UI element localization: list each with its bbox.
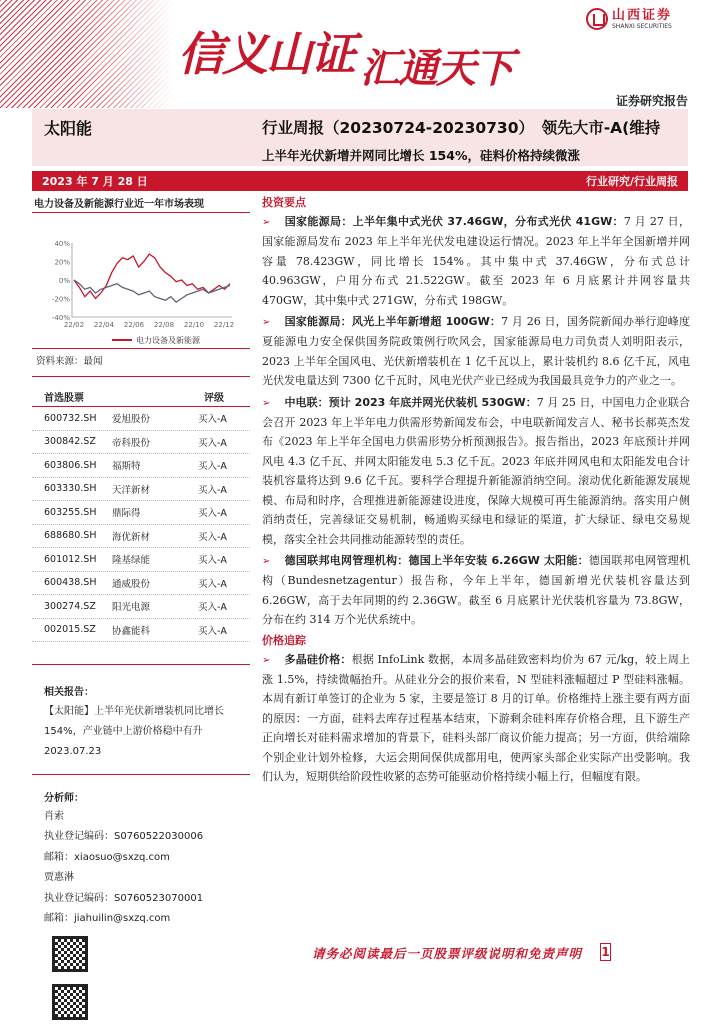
- chart-y-tick-label: 20%: [54, 258, 70, 267]
- page-header: [0, 0, 724, 108]
- related-report: [32, 698, 250, 762]
- analyst-2-email[interactable]: 邮箱：jiahuilin@sxzq.com: [44, 913, 171, 925]
- stock-row: [32, 572, 250, 596]
- stock-name: 协鑫能科: [112, 625, 151, 637]
- related-reports-title: 相关报告：: [32, 664, 250, 698]
- left-column: [32, 194, 250, 929]
- related-report-date: 2023.07.23: [44, 746, 102, 757]
- analyst-list: [32, 804, 250, 929]
- highlight-2: ➢ 国家能源局：风光上半年新增超 100GW：7 月 26 日，国务院新闻办举行迎峰度夏能源电力安全保供国务院政策例行吹风会，国家能源局电力司负责人刘明阳表示，2023 上半年全国风电、光伏新增装机在 1 亿千瓦以上，累计装机约 8.6 亿千瓦，风电光伏发电量达到 7300 亿千瓦时，风电光伏产业已经成为我国最具竞争力的产业之一。: [262, 315, 690, 388]
- analyst-1-cert: 执业登记编码：S0760522030006: [44, 831, 204, 843]
- qr-code-icon: [52, 936, 88, 972]
- stock-rating: 买入-A: [198, 625, 227, 637]
- stock-name: 鼎际得: [112, 508, 141, 520]
- chart-x-tick-label: 22/02: [63, 321, 85, 329]
- stock-name: 阳光电源: [112, 602, 151, 614]
- stock-rating: 买入-A: [198, 437, 227, 449]
- stock-code: 600438.SH: [44, 577, 97, 589]
- qr-code-icon-2: [52, 984, 88, 1020]
- company-logo-icon: [586, 8, 608, 30]
- stock-row: [32, 548, 250, 572]
- stock-rating: 买入-A: [198, 461, 227, 473]
- chart-x-tick-label: 22/12: [213, 321, 235, 329]
- chart-y-tick-label: 40%: [54, 240, 70, 248]
- arrow-icon: ➢: [262, 317, 271, 329]
- chart-series-line-1: [74, 280, 230, 302]
- chart-x-tick-label: 22/10: [183, 321, 205, 329]
- stock-name: 隆基绿能: [112, 555, 151, 567]
- section-investment-highlights: 投资要点: [262, 196, 306, 209]
- right-column: [262, 194, 690, 788]
- stock-rating: 买入-A: [198, 531, 227, 543]
- stock-rating: 买入-A: [198, 484, 227, 496]
- company-name-cn: 山西证券: [612, 7, 673, 23]
- arrow-icon: ➢: [262, 654, 271, 666]
- market-performance-chart: [32, 213, 250, 349]
- slogan-part2: 汇通天下: [360, 45, 512, 92]
- disclaimer-note: 请务必阅读最后一页股票评级说明和免责声明: [312, 946, 583, 961]
- stock-name: 通威股份: [112, 578, 151, 590]
- stock-row: [32, 501, 250, 525]
- stock-header-col1: 首选股票: [44, 393, 84, 404]
- stock-rating: 买入-A: [198, 555, 227, 567]
- related-report-text: 【太阳能】上半年光伏新增装机同比增长 154%，产业链中上游价格稳中有升: [44, 706, 224, 737]
- analyst-2-cert: 执业登记编码：S0760523070001: [44, 892, 204, 904]
- company-logo: [586, 8, 672, 30]
- stock-code: 300274.SZ: [44, 600, 96, 612]
- stock-name: 海优新材: [112, 531, 151, 543]
- stock-row: [32, 619, 250, 643]
- stock-code: 600732.SH: [44, 412, 97, 424]
- analyst-title: 分析师：: [32, 774, 250, 804]
- chart-y-tick-label: -40%: [51, 314, 70, 322]
- analyst-1-name: 肖索: [44, 811, 64, 822]
- stock-row: [32, 525, 250, 549]
- stock-code: 603255.SH: [44, 506, 97, 518]
- stock-row: [32, 595, 250, 619]
- stock-rating: 买入-A: [198, 578, 227, 590]
- arrow-icon: ➢: [262, 217, 271, 228]
- stock-name: 帝科股份: [112, 437, 151, 449]
- chart-legend-label: 电力设备及新能源: [136, 336, 200, 345]
- price-polysilicon: ➢ 多晶硅价格：根据 InfoLink 数据，本周多晶硅致密料均价为 67 元/kg，较上周上涨 1.5%，持续微幅抬升。从硅业分会的报价来看，N 型硅料涨幅超过 P 型硅料涨幅。本周有新订单签订的企业为 5 家，主要是签订 8 月的订单。价格维持上涨主要有两方面的原因：一方面，硅料去库存过程基本结束，下游剩余硅料库存价格合理，且下游生产正向增长对硅料需求增加的背景下，硅料头部厂商议价能力提高；另一方面，供给端除个别企业计划外检修，大运会期间保供成都用电，使两家头部企业实际产出受影响。我们认为，短期供给阶段性收紧的态势可能驱动价格持续小幅上行，但幅度有限。: [262, 652, 690, 783]
- chart-x-tick-label: 22/08: [153, 321, 175, 329]
- stock-row: [32, 478, 250, 502]
- stock-table: [32, 407, 250, 642]
- sector-name: 太阳能: [44, 119, 93, 138]
- stock-code: 300842.SZ: [44, 436, 96, 448]
- chart-title: 电力设备及新能源行业近一年市场表现: [32, 194, 250, 213]
- stock-header-col2: 评级: [204, 393, 224, 404]
- header-hatch-decoration: [0, 0, 175, 108]
- section-price-tracking: 价格追踪: [262, 633, 306, 647]
- chart-y-tick-label: -20%: [51, 295, 70, 304]
- chart-source: 资料来源：最闻: [32, 349, 250, 377]
- slogan-part1: 信义山证: [178, 27, 354, 81]
- stock-code: 603330.SH: [44, 483, 97, 495]
- page-number: 1: [601, 945, 610, 959]
- arrow-icon: ➢: [262, 555, 271, 567]
- weekly-rating-line: 行业周报（20230724-20230730） 领先大市-A(维持: [262, 119, 661, 137]
- chart-y-tick-label: 0%: [58, 277, 70, 285]
- report-title: 上半年光伏新增并网同比增长 154%，硅料价格持续微涨: [262, 148, 580, 163]
- chart-x-tick-label: 22/04: [93, 321, 115, 329]
- stock-name: 爱旭股份: [112, 414, 151, 426]
- stock-rating: 买入-A: [198, 414, 227, 426]
- stock-code: 603806.SH: [44, 459, 97, 471]
- header-slogan: [178, 18, 512, 92]
- chart-x-tick-label: 22/06: [123, 321, 145, 329]
- chart-svg: [32, 213, 250, 349]
- analyst-2-name: 贾惠淋: [44, 872, 74, 884]
- stock-row: [32, 454, 250, 478]
- report-date: 2023 年 7 月 28 日: [42, 175, 148, 188]
- stock-name: 福斯特: [112, 461, 141, 473]
- report-category: 行业研究/行业周报: [585, 175, 678, 188]
- report-type: 证券研究报告: [615, 94, 688, 108]
- highlight-3: ➢ 中电联：预计 2023 年底并网光伏装机 530GW：7 月 25 日，中国电力企业联合会召开 2023 年上半年电力供需形势新闻发布会，中电联新闻发言人、秘书长郝英杰发布《2023 年上半年全国电力供需形势分析预测报告》。报告指出，2023 年底预计并网风电 4.3 亿千瓦、并网太阳能发电 5.3 亿千瓦。2023 年底并网风电和太阳能发电合计装机容量将达到 9.6 亿千瓦。要科学合理提升新能源消纳空间。滚动优化新能源发展规模、布局和时序，合理推进新能源建设进度，保障大规模可再生能源消纳。落实用户侧消纳责任，完善绿证交易机制，畅通购买绿电和绿证的渠道，扩大绿证、绿电交易规模，落实全社会共同推动能源转型的责任。: [262, 395, 690, 546]
- stock-row: [32, 407, 250, 431]
- stock-rating: 买入-A: [198, 508, 227, 520]
- company-name-en: SHANXI SECURITIES: [612, 22, 672, 30]
- stock-code: 601012.SH: [44, 553, 97, 565]
- highlight-1: ➢ 国家能源局：上半年集中式光伏 37.46GW，分布式光伏 41GW：7 月 27 日，国家能源局发布 2023 年上半年光伏发电建设运行情况。2023 年上半年全国新增并网容量 78.423GW，同比增长 154%。其中集中式 37.46GW，分布式总计 40.963GW，户用分布式 21.522GW。截至 2023 年 6 月底累计并网容量共 470GW，其中集中式 271GW，分布式 198GW。: [262, 215, 690, 307]
- dateline-bar: [32, 171, 688, 191]
- highlight-4: ➢ 德国联邦电网管理机构：德国上半年安装 6.26GW 太阳能：德国联邦电网管理机构（Bundesnetzagentur）报告称，今年上半年，德国新增光伏装机容量达到 6.26GW，高于去年同期的约 2.36GW。截至 6 月底累计光伏装机容量为 73.8GW，分布在约 314 万个光伏系统中。: [262, 553, 691, 627]
- analyst-1-email[interactable]: 邮箱：xiaosuo@sxzq.com: [44, 851, 170, 863]
- stock-code: 688680.SH: [44, 530, 97, 542]
- stock-rating: 买入-A: [198, 602, 227, 614]
- stock-code: 002015.SZ: [44, 624, 96, 636]
- arrow-icon: ➢: [262, 397, 271, 409]
- stock-name: 天洋新材: [112, 484, 151, 496]
- stock-table-header: [32, 377, 250, 407]
- stock-row: [32, 431, 250, 455]
